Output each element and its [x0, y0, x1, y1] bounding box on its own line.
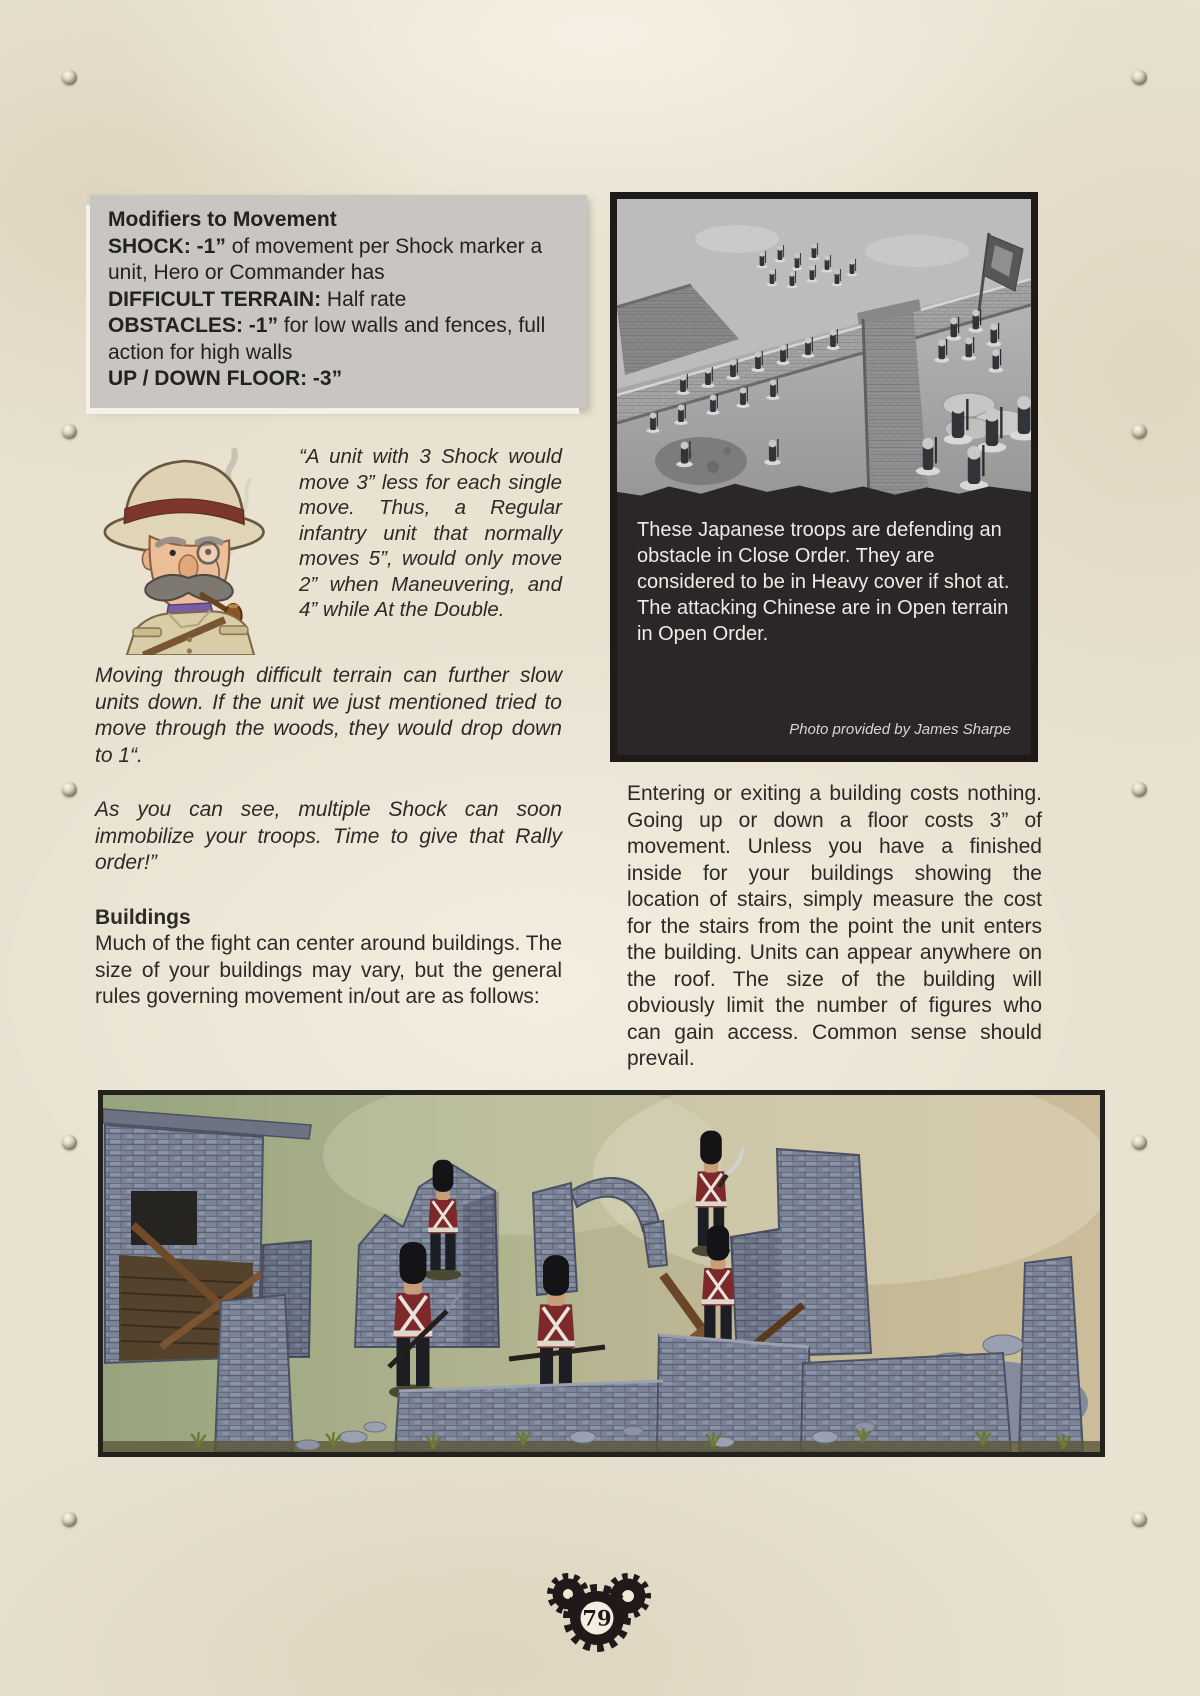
page-number: 79	[582, 1605, 612, 1631]
buildings-heading: Buildings	[95, 905, 191, 929]
pith-helmet-icon	[105, 461, 264, 553]
bottom-photo-figure	[98, 1090, 1105, 1457]
paragraph-buildings-intro: Much of the fight can center around buildings. The size of your buildings may vary, but the general rules governing movement in/out are as follows:	[95, 932, 562, 1009]
modifier-label: UP / DOWN FLOOR: -3”	[108, 367, 343, 390]
screw-icon	[1132, 1135, 1147, 1150]
modifier-shock	[108, 234, 569, 287]
page-number-gears	[518, 1556, 682, 1656]
modifier-text: Half rate	[326, 287, 407, 311]
officer-quote: “A unit with 3 Shock would move 3” less for each single move. Thus, a Regular infantry unit that normally moves 5”, would only move 2” when Maneuvering, and 4” while At the Double.	[299, 445, 562, 621]
modifiers-box-title: Modifiers to Movement	[108, 208, 337, 231]
modifier-text: of movement per Shock marker a unit, Hero or Commander has	[108, 234, 543, 284]
officer-quote-row	[95, 436, 562, 655]
modifier-obstacles	[108, 313, 569, 366]
caption-text-1: These Japanese troops are defending an obstacle in Close Order. They are considered to be in Heavy cover if shot at.	[637, 519, 1010, 593]
officer-face	[142, 536, 232, 609]
screw-icon	[62, 70, 77, 85]
screw-icon	[62, 424, 77, 439]
screw-icon	[62, 782, 77, 797]
modifier-label: DIFFICULT TERRAIN:	[108, 287, 322, 311]
modifier-up-down-floor	[108, 366, 569, 393]
screw-icon	[62, 1135, 77, 1150]
caption-text-2: The attacking Chinese are in Open terrain in Open Order.	[637, 597, 1009, 645]
screw-icon	[1132, 424, 1147, 439]
screw-icon	[1132, 1512, 1147, 1527]
japanese-troops-photo	[617, 199, 1031, 499]
monocle-icon	[198, 542, 219, 563]
british-guards-ruins-photo	[103, 1095, 1100, 1452]
left-column	[95, 436, 562, 1011]
top-photo-figure	[610, 192, 1038, 762]
torn-edge-decoration	[617, 481, 1031, 501]
top-photo-caption	[617, 499, 1031, 755]
right-column	[627, 781, 1042, 1073]
modifier-text: for low walls and fences, full action for high walls	[108, 314, 546, 364]
modifiers-to-movement-box	[90, 195, 587, 408]
colonial-officer-illustration	[85, 436, 299, 655]
screw-icon	[62, 1512, 77, 1527]
screw-icon	[1132, 70, 1147, 85]
paragraph-difficult-terrain: Moving through difficult terrain can further slow units down. If the unit we just mentioned tried to move through the woods, they would drop down to 1“.	[95, 664, 562, 767]
modifier-label: OBSTACLES: -1”	[108, 314, 278, 337]
paragraph-shock-rally: As you can see, multiple Shock can soon immobilize your troops. Time to give that Rally order!”	[95, 798, 562, 875]
photo-credit: Photo provided by James Sharpe	[789, 721, 1011, 738]
paragraph-building-movement: Entering or exiting a building costs nothing. Going up or down a floor costs 3” of movement. Unless you have a finished inside for your buildings showing the location of stairs, simply measure the cost for the stairs from the point the unit enters the building. Units can appear anywhere on the roof. The size of the building will obviously limit the number of figures who can gain access. Common sense should prevail.	[627, 782, 1042, 1070]
screw-icon	[1132, 782, 1147, 797]
modifier-label: SHOCK: -1”	[108, 234, 226, 258]
modifier-difficult-terrain	[108, 287, 569, 314]
